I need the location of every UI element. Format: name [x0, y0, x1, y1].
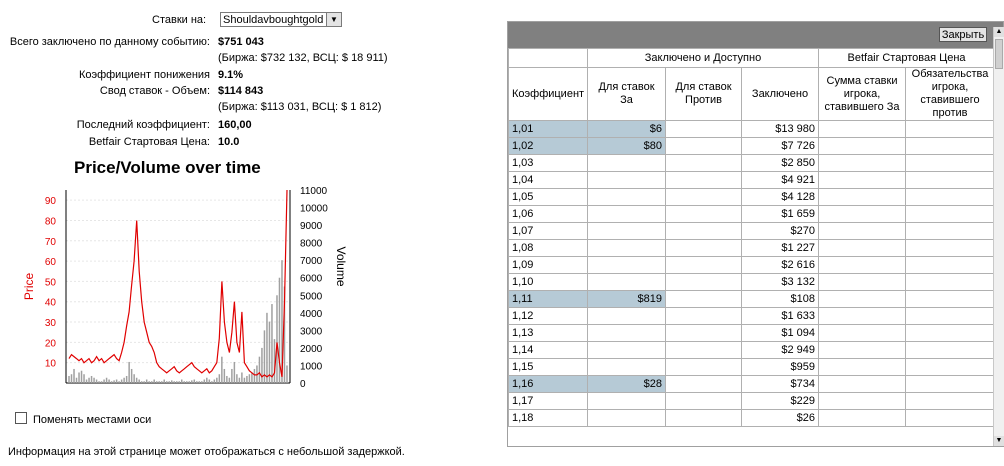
sp-back-cell: [819, 121, 906, 138]
back-cell[interactable]: [588, 257, 666, 274]
header-matched: Заключено: [742, 68, 819, 121]
sp-lay-cell: [906, 291, 995, 308]
sp-back-cell: [819, 393, 906, 410]
back-cell[interactable]: [588, 308, 666, 325]
odds-cell: 1,13: [509, 325, 588, 342]
lay-cell[interactable]: [666, 223, 742, 240]
sp-back-cell: [819, 274, 906, 291]
sp-lay-cell: [906, 410, 995, 427]
matched-cell: $1 659: [742, 206, 819, 223]
table-row: [509, 138, 995, 155]
sp-back-cell: [819, 138, 906, 155]
sp-lay-cell: [906, 223, 995, 240]
matched-cell: $4 128: [742, 189, 819, 206]
market-depth-panel: [507, 21, 1004, 447]
table-row: [509, 325, 995, 342]
odds-cell: 1,07: [509, 223, 588, 240]
info-label: Betfair Стартовая Цена:: [88, 136, 210, 148]
info-label: Свод ставок - Объем:: [99, 85, 210, 97]
lay-cell[interactable]: [666, 325, 742, 342]
volume-tick-label: 6000: [300, 273, 323, 285]
volume-tick-label: 11000: [300, 186, 328, 197]
table-row: [509, 410, 995, 427]
back-cell[interactable]: [588, 325, 666, 342]
back-cell[interactable]: [588, 240, 666, 257]
sp-back-cell: [819, 155, 906, 172]
sp-lay-cell: [906, 342, 995, 359]
close-button[interactable]: Закрыть: [939, 27, 987, 42]
lay-cell[interactable]: [666, 274, 742, 291]
sp-lay-cell: [906, 172, 995, 189]
sp-back-cell: [819, 291, 906, 308]
price-tick-label: 60: [44, 257, 56, 269]
odds-cell: 1,11: [509, 291, 588, 308]
odds-cell: 1,09: [509, 257, 588, 274]
back-cell[interactable]: [588, 342, 666, 359]
matched-cell: $108: [742, 291, 819, 308]
lay-cell[interactable]: [666, 189, 742, 206]
price-tick-label: 20: [44, 338, 56, 350]
sp-lay-cell: [906, 257, 995, 274]
back-cell[interactable]: [588, 172, 666, 189]
table-row: [509, 172, 995, 189]
back-cell[interactable]: [588, 359, 666, 376]
back-cell[interactable]: [588, 189, 666, 206]
lay-cell[interactable]: [666, 376, 742, 393]
back-cell[interactable]: $80: [588, 138, 666, 155]
odds-cell: 1,04: [509, 172, 588, 189]
back-cell[interactable]: [588, 274, 666, 291]
odds-cell: 1,05: [509, 189, 588, 206]
sp-lay-cell: [906, 376, 995, 393]
table-row: [509, 240, 995, 257]
chart-title: Price/Volume over time: [74, 158, 261, 177]
header-back: Для ставок За: [588, 68, 666, 121]
lay-cell[interactable]: [666, 257, 742, 274]
price-tick-label: 80: [44, 216, 56, 228]
delay-note: Информация на этой странице может отображаться с небольшой задержкой.: [8, 446, 405, 458]
info-row: [0, 36, 500, 52]
info-row: [0, 85, 500, 101]
matched-cell: $2 949: [742, 342, 819, 359]
table-row: [509, 189, 995, 206]
info-label: Коэффициент понижения: [78, 69, 210, 81]
volume-tick-label: 3000: [300, 326, 323, 338]
odds-cell: 1,08: [509, 240, 588, 257]
sp-back-cell: [819, 172, 906, 189]
matched-cell: $229: [742, 393, 819, 410]
sp-lay-cell: [906, 189, 995, 206]
price-tick-label: 10: [44, 358, 56, 370]
volume-tick-label: 8000: [300, 238, 323, 250]
vertical-scrollbar[interactable]: [993, 27, 1004, 446]
odds-cell: 1,01: [509, 121, 588, 138]
sp-lay-cell: [906, 393, 995, 410]
matched-cell: $1 094: [742, 325, 819, 342]
sp-back-cell: [819, 342, 906, 359]
swap-axes-label: Поменять местами оси: [33, 414, 152, 426]
back-cell[interactable]: [588, 206, 666, 223]
swap-axes-checkbox[interactable]: [15, 412, 27, 424]
panel-header-bar: [508, 22, 1004, 48]
matched-cell: $959: [742, 359, 819, 376]
lay-cell[interactable]: [666, 138, 742, 155]
back-cell[interactable]: $819: [588, 291, 666, 308]
lay-cell[interactable]: [666, 291, 742, 308]
price-line: [69, 190, 287, 377]
matched-cell: $4 921: [742, 172, 819, 189]
odds-cell: 1,03: [509, 155, 588, 172]
scroll-down-icon[interactable]: ▼: [995, 437, 1003, 444]
odds-table: [508, 48, 995, 427]
sp-back-cell: [819, 359, 906, 376]
price-axis-label: Price: [22, 272, 36, 301]
table-row: [509, 206, 995, 223]
table-row: [509, 342, 995, 359]
lay-cell[interactable]: [666, 308, 742, 325]
matched-cell: $2 850: [742, 155, 819, 172]
table-row: [509, 308, 995, 325]
info-value: 10.0: [218, 136, 240, 148]
chevron-down-icon[interactable]: ▼: [326, 13, 341, 26]
table-row: [509, 274, 995, 291]
sp-lay-cell: [906, 274, 995, 291]
odds-cell: 1,18: [509, 410, 588, 427]
sp-lay-cell: [906, 359, 995, 376]
sp-back-cell: [819, 257, 906, 274]
lay-cell[interactable]: [666, 410, 742, 427]
back-cell[interactable]: $6: [588, 121, 666, 138]
lay-cell[interactable]: [666, 155, 742, 172]
lay-cell[interactable]: [666, 342, 742, 359]
info-row: [0, 52, 500, 68]
sp-lay-cell: [906, 308, 995, 325]
header-odds: Коэффициент: [509, 68, 588, 121]
header-sp-lay: Обязательства игрока, ставившего против: [906, 68, 995, 121]
sp-back-cell: [819, 308, 906, 325]
odds-cell: 1,10: [509, 274, 588, 291]
matched-cell: $1 633: [742, 308, 819, 325]
info-row: [0, 69, 500, 85]
lay-cell[interactable]: [666, 121, 742, 138]
scroll-thumb[interactable]: [995, 39, 1003, 69]
info-label: Всего заключено по данному событию:: [9, 36, 210, 48]
lay-cell[interactable]: [666, 240, 742, 257]
price-tick-label: 90: [44, 196, 56, 208]
volume-tick-label: 5000: [300, 291, 323, 303]
price-tick-label: 30: [44, 318, 56, 330]
table-row: [509, 257, 995, 274]
table-row: [509, 376, 995, 393]
volume-tick-label: 0: [300, 379, 306, 390]
matched-cell: $3 132: [742, 274, 819, 291]
sp-back-cell: [819, 376, 906, 393]
matched-cell: $1 227: [742, 240, 819, 257]
back-cell[interactable]: $28: [588, 376, 666, 393]
volume-axis-label: Volume: [334, 246, 348, 287]
sp-back-cell: [819, 410, 906, 427]
lay-cell[interactable]: [666, 172, 742, 189]
price-volume-chart: [0, 180, 360, 390]
odds-cell: 1,12: [509, 308, 588, 325]
volume-tick-label: 1000: [300, 361, 323, 373]
back-cell[interactable]: [588, 223, 666, 240]
info-value: (Биржа: $113 031, ВСЦ: $ 1 812): [218, 101, 382, 113]
info-value: (Биржа: $732 132, ВСЦ: $ 18 911): [218, 52, 388, 64]
bets-label: Ставки на:: [152, 14, 207, 26]
sp-lay-cell: [906, 206, 995, 223]
info-label: Последний коэффициент:: [76, 119, 210, 131]
odds-cell: 1,17: [509, 393, 588, 410]
matched-cell: $7 726: [742, 138, 819, 155]
info-value: 160,00: [218, 119, 252, 131]
lay-cell[interactable]: [666, 393, 742, 410]
odds-cell: 1,14: [509, 342, 588, 359]
info-row: [0, 101, 500, 117]
back-cell[interactable]: [588, 155, 666, 172]
table-row: [509, 155, 995, 172]
sp-lay-cell: [906, 240, 995, 257]
info-value: 9.1%: [218, 69, 244, 81]
selection-value: Shouldavboughtgold: [223, 14, 324, 26]
table-row: [509, 393, 995, 410]
sp-back-cell: [819, 223, 906, 240]
volume-tick-label: 10000: [300, 203, 328, 215]
matched-cell: $734: [742, 376, 819, 393]
back-cell[interactable]: [588, 410, 666, 427]
scroll-up-icon[interactable]: ▲: [995, 28, 1003, 35]
info-value: $751 043: [218, 36, 264, 48]
volume-tick-label: 4000: [300, 308, 323, 320]
odds-cell: 1,02: [509, 138, 588, 155]
price-tick-label: 40: [44, 297, 56, 309]
sp-back-cell: [819, 325, 906, 342]
info-value: $114 843: [218, 85, 264, 97]
sp-lay-cell: [906, 325, 995, 342]
matched-cell: $2 616: [742, 257, 819, 274]
sp-back-cell: [819, 206, 906, 223]
table-row: [509, 291, 995, 308]
sp-back-cell: [819, 189, 906, 206]
group-starting-price: Betfair Стартовая Цена: [819, 49, 995, 68]
price-tick-label: 50: [44, 277, 56, 289]
volume-tick-label: 7000: [300, 256, 323, 268]
header-blank: [509, 49, 588, 68]
odds-cell: 1,15: [509, 359, 588, 376]
matched-cell: $270: [742, 223, 819, 240]
sp-back-cell: [819, 240, 906, 257]
odds-cell: 1,06: [509, 206, 588, 223]
lay-cell[interactable]: [666, 359, 742, 376]
back-cell[interactable]: [588, 393, 666, 410]
sp-lay-cell: [906, 121, 995, 138]
selection-dropdown[interactable]: [220, 12, 342, 27]
sp-lay-cell: [906, 155, 995, 172]
sp-lay-cell: [906, 138, 995, 155]
volume-tick-label: 9000: [300, 221, 323, 233]
table-row: [509, 359, 995, 376]
price-tick-label: 70: [44, 236, 56, 248]
header-sp-back: Сумма ставки игрока, ставившего За: [819, 68, 906, 121]
matched-cell: $26: [742, 410, 819, 427]
info-row: [0, 119, 500, 135]
odds-cell: 1,16: [509, 376, 588, 393]
table-row: [509, 223, 995, 240]
matched-cell: $13 980: [742, 121, 819, 138]
header-lay: Для ставок Против: [666, 68, 742, 121]
table-row: [509, 121, 995, 138]
info-row: [0, 136, 500, 152]
group-matched-available: Заключено и Доступно: [588, 49, 819, 68]
lay-cell[interactable]: [666, 206, 742, 223]
volume-tick-label: 2000: [300, 343, 323, 355]
